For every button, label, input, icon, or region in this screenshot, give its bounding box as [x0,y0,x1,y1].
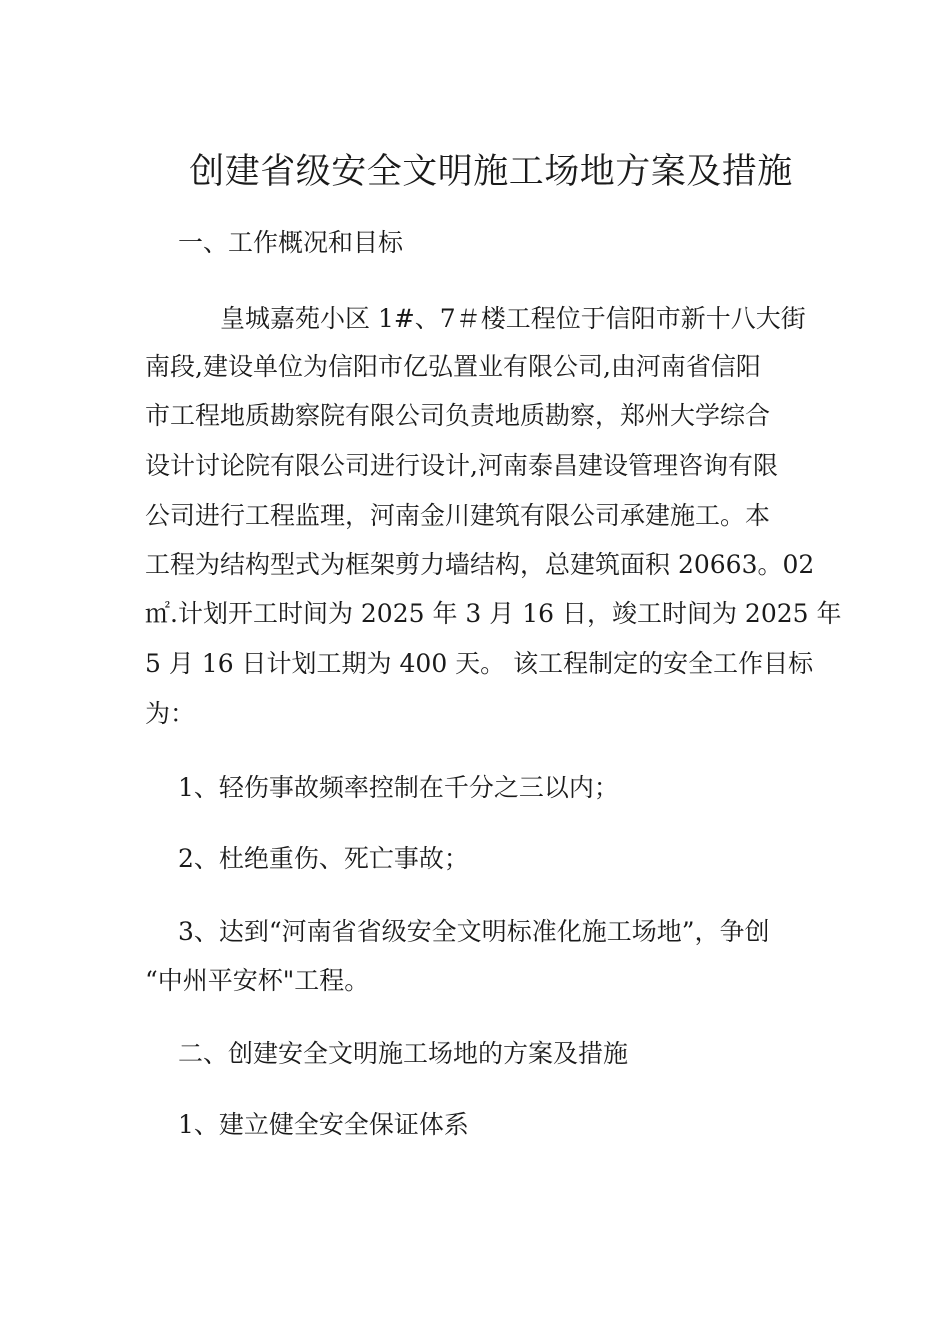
paragraph-line: 南段,建设单位为信阳市亿弘置业有限公司,由河南省信阳 [145,352,761,381]
paragraph-line: 市工程地质勘察院有限公司负责地质勘察，郑州大学综合 [145,401,771,430]
goal-item-3-line-1: 3、达到“河南省省级安全文明标准化施工场地”，争创 [178,917,770,946]
paragraph-line: 皇城嘉苑小区 1#、7＃楼工程位于信阳市新十八大街 [220,304,806,333]
section-heading-overview: 一、工作概况和目标 [178,228,404,257]
paragraph-line: 工程为结构型式为框架剪力墙结构，总建筑面积 20663。02 [145,550,815,579]
goal-item-1: 1、轻伤事故频率控制在千分之三以内； [178,773,619,802]
paragraph-line: 5 月 16 日计划工期为 400 天。 该工程制定的安全工作目标 [145,649,814,678]
goal-item-2: 2、杜绝重伤、死亡事故； [178,844,469,873]
paragraph-line: 公司进行工程监理，河南金川建筑有限公司承建施工。本 [145,501,771,530]
document-title: 创建省级安全文明施工场地方案及措施 [189,152,793,192]
subsection-heading-safety-system: 1、建立健全安全保证体系 [178,1110,469,1139]
paragraph-line: 设计讨论院有限公司进行设计,河南泰昌建设管理咨询有限 [145,451,778,480]
paragraph-line: ㎡.计划开工时间为 2025 年 3 月 16 日，竣工时间为 2025 年 [145,599,842,628]
section-heading-measures: 二、创建安全文明施工场地的方案及措施 [178,1039,629,1068]
goal-item-3-line-2: “中州平安杯"工程。 [145,966,370,995]
paragraph-line: 为： [145,699,196,728]
